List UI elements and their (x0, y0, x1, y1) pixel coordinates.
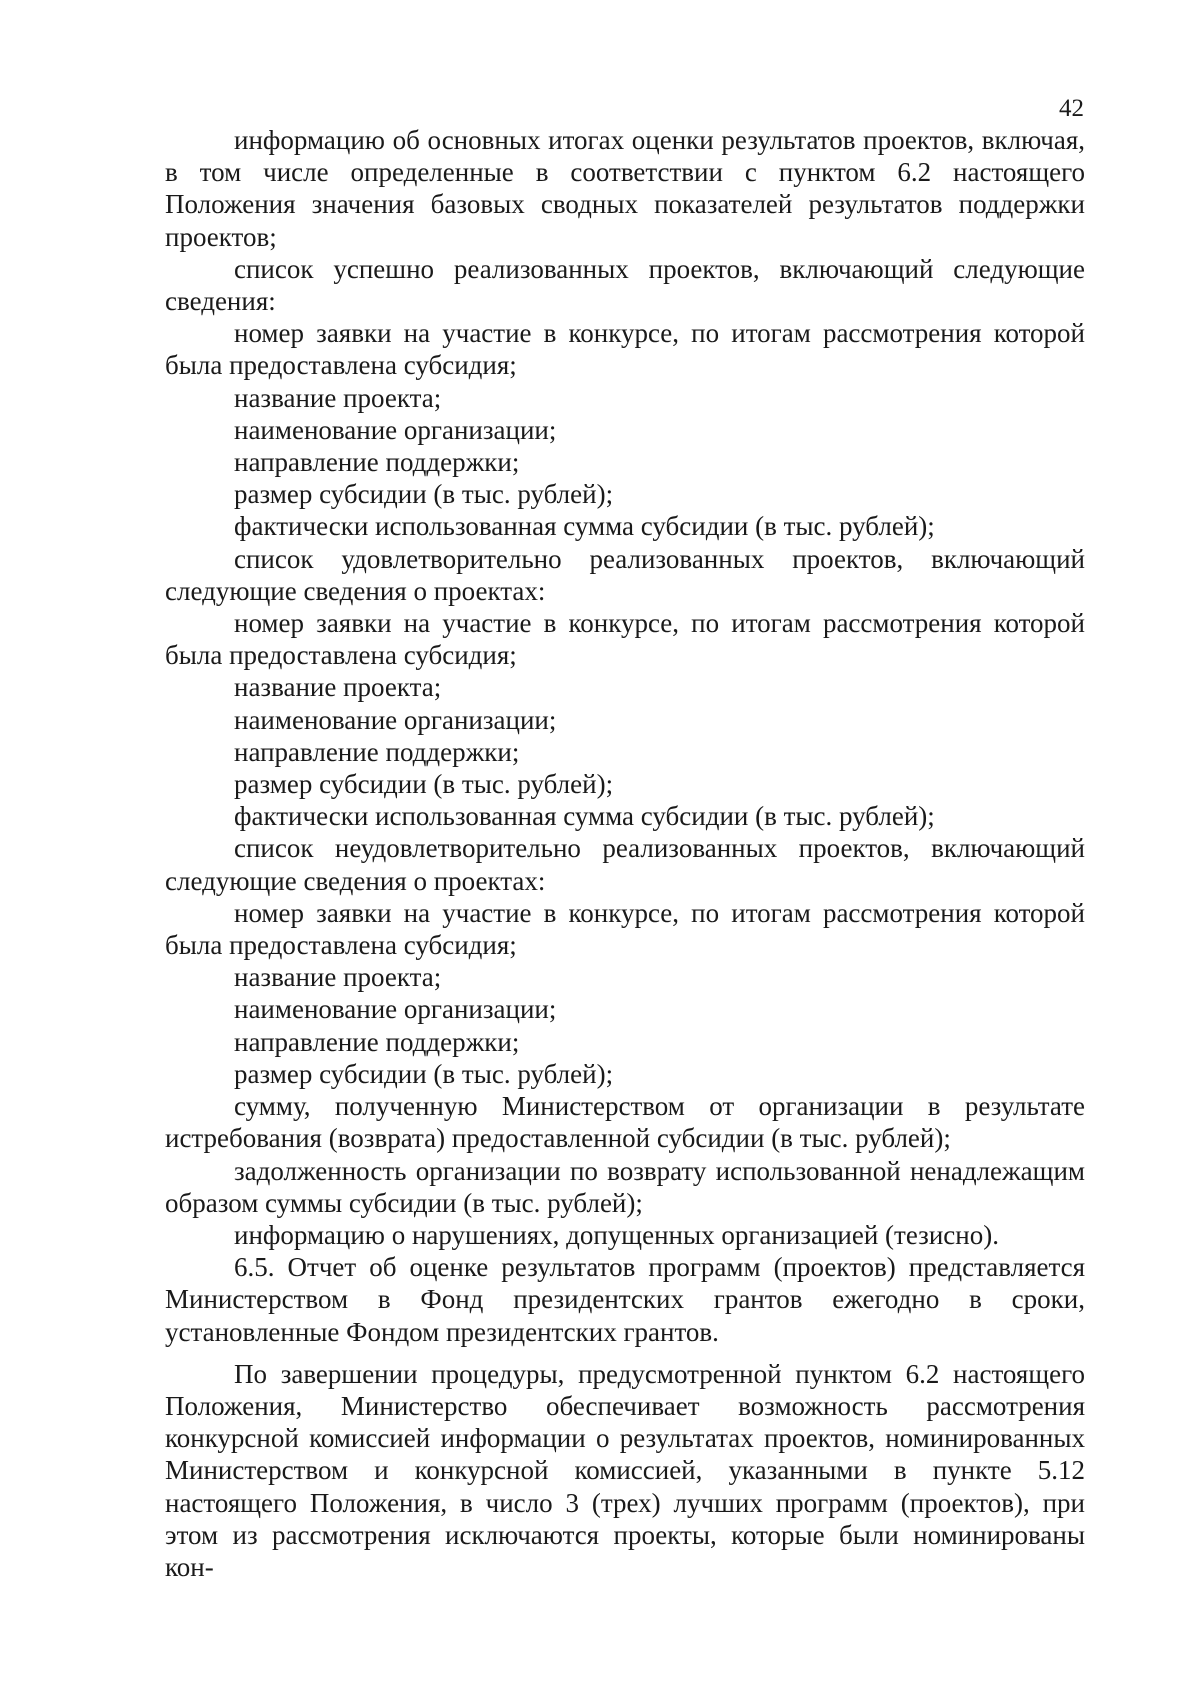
list-item-support-direction: направление поддержки; (234, 1026, 520, 1057)
list-item-violations-info: информацию о нарушениях, допущенных организацией (тезисно). (234, 1219, 999, 1250)
paragraph-unsatisfactory-projects-list: список неудовлетворительно реализованных проектов, включающий следующие сведения о проектах: (165, 833, 1085, 896)
paragraph-final-results-info: информацию об основных итогах оценки результатов проектов, включая, в том числе определенные в соответствии с пунктом 6.2 настоящего Положения значения базовых сводных показателей результатов поддержки проектов; (165, 125, 1085, 252)
list-item-support-direction: направление поддержки; (234, 736, 520, 767)
list-item-used-subsidy-amount: фактически использованная сумма субсидии (в тыс. рублей); (234, 801, 935, 832)
paragraph-satisfactory-projects-list: список удовлетворительно реализованных проектов, включающий следующие сведения о проектах: (165, 543, 1085, 606)
list-item-project-name: название проекта; (234, 962, 442, 993)
paragraph-section-6-5: 6.5. Отчет об оценке результатов программ (проектов) представляется Министерством в Фонд президентских грантов ежегодно в сроки, установленные Фондом президентских грантов. (165, 1252, 1085, 1347)
page-number: 42 (1059, 95, 1084, 122)
list-item-subsidy-amount: размер субсидии (в тыс. рублей); (234, 479, 614, 510)
paragraph-successful-projects-list: список успешно реализованных проектов, включающий следующие сведения: (165, 253, 1085, 317)
list-item-subsidy-amount: размер субсидии (в тыс. рублей); (234, 769, 614, 800)
list-item-reclaimed-amount: сумму, полученную Министерством от организации в результате истребования (возврата) предоставленной субсидии (в тыс. рублей); (165, 1091, 1085, 1154)
list-item-organization-name: наименование организации; (234, 994, 557, 1025)
list-item-application-number: номер заявки на участие в конкурсе, по итогам рассмотрения которой была предоставлена субсидия; (165, 897, 1085, 961)
list-item-debt-amount: задолженность организации по возврату использованной ненадлежащим образом суммы субсидии (в тыс. рублей); (165, 1155, 1085, 1218)
list-item-used-subsidy-amount: фактически использованная сумма субсидии (в тыс. рублей); (234, 511, 935, 542)
list-item-support-direction: направление поддержки; (234, 447, 520, 478)
list-item-subsidy-amount: размер субсидии (в тыс. рублей); (234, 1058, 614, 1089)
list-item-organization-name: наименование организации; (234, 414, 557, 445)
list-item-project-name: название проекта; (234, 382, 442, 413)
list-item-application-number: номер заявки на участие в конкурсе, по итогам рассмотрения которой была предоставлена субсидия; (165, 318, 1085, 381)
list-item-application-number: номер заявки на участие в конкурсе, по итогам рассмотрения которой была предоставлена субсидия; (165, 608, 1085, 671)
paragraph-after-procedure: По завершении процедуры, предусмотренной пунктом 6.2 настоящего Положения, Министерство обеспечивает возможность рассмотрения конкурсной комиссией информации о результатах проектов, номинированных Министерством и конкурсной комиссией, указанными в пункте 5.12 настоящего Положения, в число 3 (трех) лучших программ (проектов), при этом из рассмотрения исключаются проекты, которые были номинированы кон- (165, 1358, 1085, 1582)
list-item-project-name: название проекта; (234, 672, 442, 703)
list-item-organization-name: наименование организации; (234, 704, 557, 735)
document-body (165, 124, 1085, 1583)
